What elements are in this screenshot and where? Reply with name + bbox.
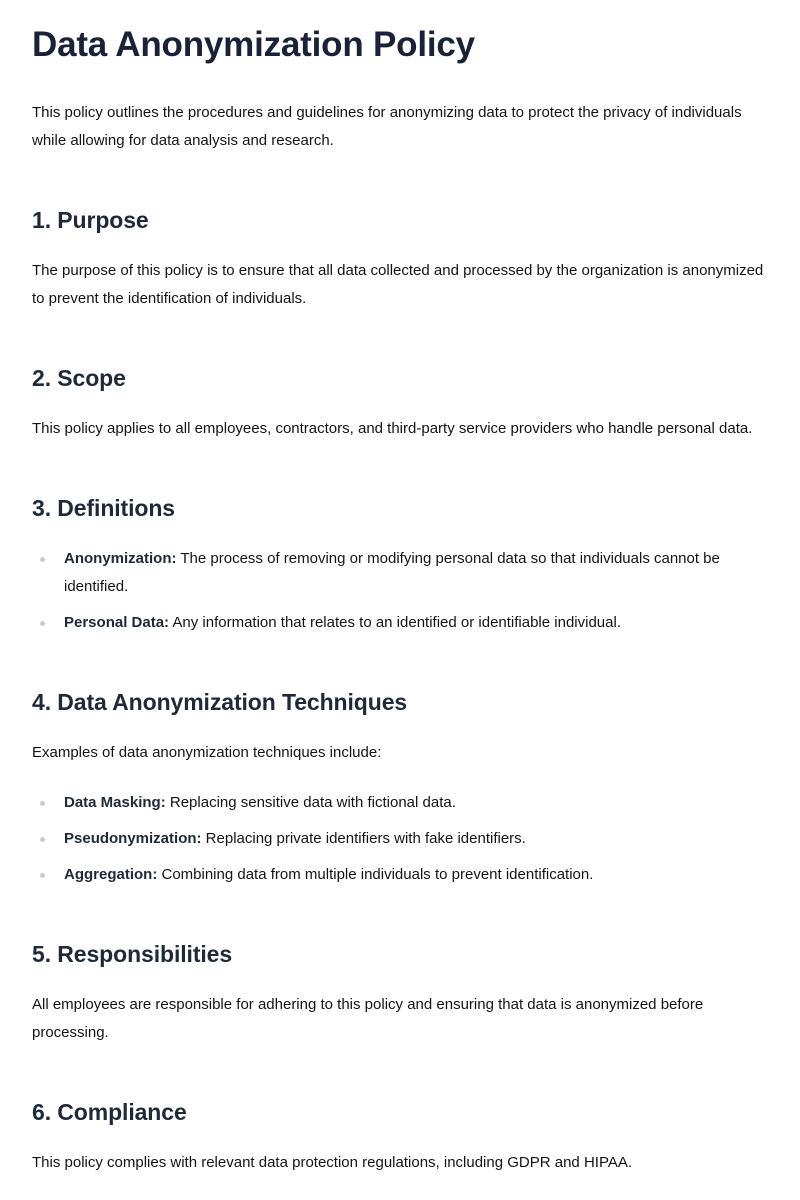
section-paragraph: This policy complies with relevant data protection regulations, including GDPR and HIPAA. (32, 1154, 633, 1171)
section-heading: 4. Data Anonymization Techniques (32, 689, 408, 715)
term-description: The process of removing or modifying personal data so that individuals cannot be identified. (64, 550, 720, 595)
term-label: Pseudonymization: (64, 830, 202, 847)
definitions-list (32, 545, 768, 637)
list-item (32, 861, 768, 889)
section-heading: 5. Responsibilities (32, 941, 233, 967)
list-item (32, 545, 768, 601)
list-item (32, 825, 768, 853)
section-compliance (32, 1097, 768, 1177)
bullet-icon (40, 873, 45, 878)
bullet-icon (40, 801, 45, 806)
bullet-icon (40, 557, 45, 562)
bullet-icon (40, 621, 45, 626)
term-label: Anonymization: (64, 550, 177, 567)
bullet-icon (40, 837, 45, 842)
section-definitions (32, 493, 768, 637)
section-paragraph: The purpose of this policy is to ensure that all data collected and processed by the organization is anonymized to prevent the identification of individuals. (32, 262, 764, 307)
section-heading: 3. Definitions (32, 495, 176, 521)
techniques-list (32, 789, 768, 889)
term-label: Data Masking: (64, 794, 166, 811)
section-scope (32, 363, 768, 443)
section-heading: 1. Purpose (32, 207, 149, 233)
list-item (32, 789, 768, 817)
term-label: Aggregation: (64, 866, 158, 883)
term-description: Combining data from multiple individuals to prevent identification. (157, 866, 594, 883)
page-title: Data Anonymization Policy (32, 25, 475, 64)
term-description: Replacing private identifiers with fake identifiers. (201, 830, 526, 847)
list-item (32, 609, 768, 637)
section-techniques (32, 687, 768, 889)
term-description: Any information that relates to an identified or identifiable individual. (169, 614, 621, 631)
section-paragraph: Examples of data anonymization techniques include: (32, 744, 382, 761)
term-label: Personal Data: (64, 614, 170, 631)
intro-paragraph: This policy outlines the procedures and guidelines for anonymizing data to protect the privacy of individuals while allowing for data analysis and research. (32, 104, 742, 149)
section-paragraph: This policy applies to all employees, contractors, and third-party service providers who handle personal data. (32, 420, 753, 437)
section-responsibilities (32, 939, 768, 1047)
section-purpose (32, 205, 768, 313)
section-heading: 2. Scope (32, 365, 126, 391)
section-paragraph: All employees are responsible for adhering to this policy and ensuring that data is anonymized before processing. (32, 996, 704, 1041)
section-heading: 6. Compliance (32, 1099, 187, 1125)
term-description: Replacing sensitive data with fictional data. (165, 794, 456, 811)
